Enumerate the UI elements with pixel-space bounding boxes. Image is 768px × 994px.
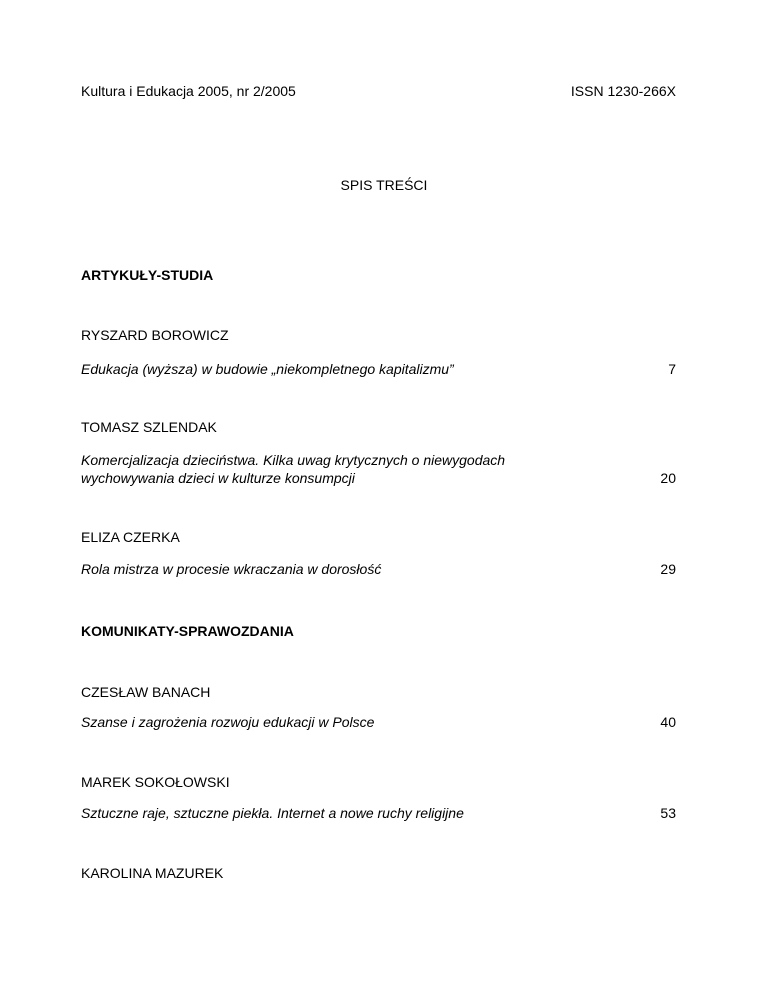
entry-title: Sztuczne raje, sztuczne piekła. Internet a nowe ruchy religijne [81,805,464,821]
section-heading-articles: ARTYKUŁY-STUDIA [81,267,214,283]
entry-author: ELIZA CZERKA [81,529,180,545]
entry-page: 40 [660,714,676,730]
entry-title: Edukacja (wyższa) w budowie „niekompletnego kapitalizmu” [81,361,454,377]
entry-page: 7 [668,361,676,377]
toc-title: SPIS TREŚCI [340,177,428,193]
entry-title: Szanse i zagrożenia rozwoju edukacji w Polsce [81,714,375,730]
entry-page: 53 [660,805,676,821]
entry-page: 29 [660,561,676,577]
entry-author: KAROLINA MAZUREK [81,865,224,881]
section-heading-reports: KOMUNIKATY-SPRAWOZDANIA [81,623,294,639]
journal-header: Kultura i Edukacja 2005, nr 2/2005 [81,83,296,99]
entry-author: MAREK SOKOŁOWSKI [81,774,230,790]
entry-author: CZESŁAW BANACH [81,684,211,700]
entry-author: TOMASZ SZLENDAK [81,419,217,435]
entry-title: wychowywania dzieci w kulturze konsumpcji [81,470,355,486]
entry-author: RYSZARD BOROWICZ [81,327,229,343]
entry-page: 20 [660,470,676,486]
entry-title: Rola mistrza w procesie wkraczania w dorosłość [81,561,382,577]
entry-title: Komercjalizacja dzieciństwa. Kilka uwag krytycznych o niewygodach [81,452,506,468]
issn-header: ISSN 1230-266X [570,83,676,99]
